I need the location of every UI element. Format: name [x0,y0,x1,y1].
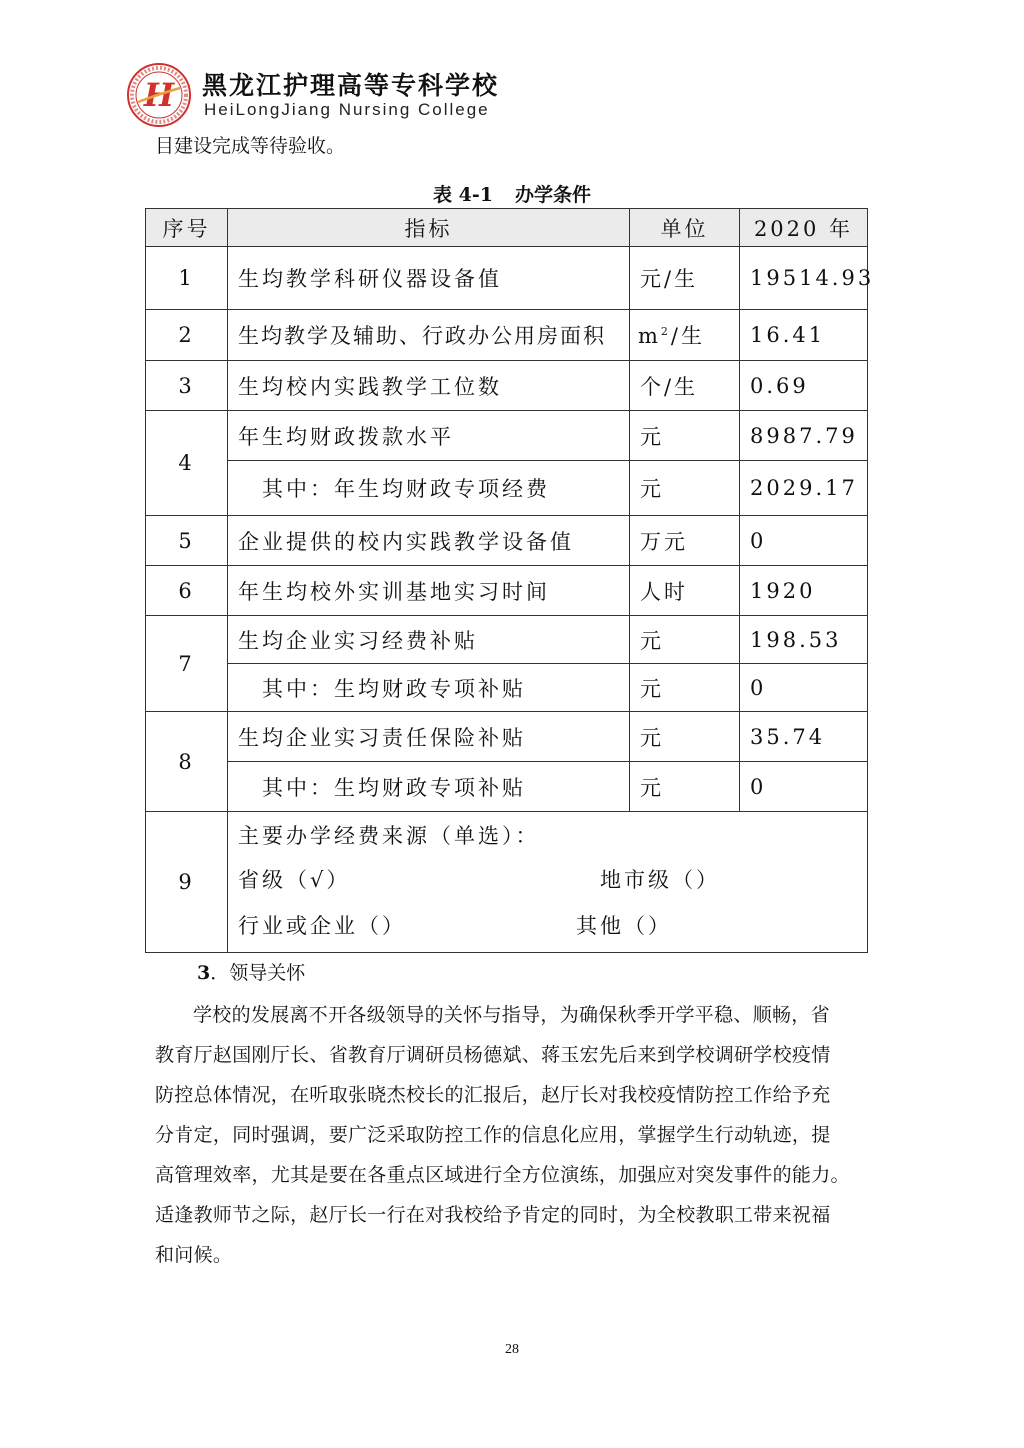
row-no: 6 [146,566,228,616]
paragraph-line: 和问候。 [155,1244,233,1266]
row-value: 1920 [740,566,868,616]
subrow-unit: 元 [630,762,740,812]
row-no: 9 [146,812,228,953]
subrow-unit: 元 [630,664,740,712]
table-row [146,516,868,566]
funding-option-other: 其他（） [576,914,672,938]
paragraph-line: 高管理效率，尤其是要在各重点区域进行全方位演练，加强应对突发事件的能力。 [155,1164,850,1186]
table-row [146,361,868,411]
row-unit: 万元 [630,516,740,566]
row-unit: 元/生 [630,247,740,310]
section-number: 3 [197,962,211,984]
unit-base: m [638,324,661,348]
section-title: ．领导关怀 [210,962,306,984]
paragraph-line: 分肯定，同时强调，要广泛采取防控工作的信息化应用，掌握学生行动轨迹，提 [155,1124,831,1146]
table-caption-number: 表 4-1 [433,184,493,206]
continuation-text: 目建设完成等待验收。 [155,135,346,157]
row-indicator: 生均企业实习责任保险补贴 [228,712,630,762]
table-subrow [146,664,868,712]
row-no: 8 [146,712,228,812]
unit-superscript: 2 [660,325,671,338]
row-indicator: 年生均校外实训基地实习时间 [228,566,630,616]
funding-option-industry: 行业或企业（） [238,914,406,938]
row-indicator: 生均教学科研仪器设备值 [228,247,630,310]
row-value: 0.69 [740,361,868,411]
row-no: 1 [146,247,228,310]
funding-option-municipal: 地市级（） [600,868,720,892]
subrow-indicator: 其中：年生均财政专项经费 [228,461,630,516]
school-name-english: HeiLongJiang Nursing College [204,100,490,119]
row-no: 4 [146,411,228,516]
row-indicator: 年生均财政拨款水平 [228,411,630,461]
row-value: 35.74 [740,712,868,762]
funding-option-provincial: 省级（√） [238,868,351,892]
paragraph-line: 学校的发展离不开各级领导的关怀与指导，为确保秋季开学平稳、顺畅，省 [193,1004,830,1026]
table-row [146,566,868,616]
row-no: 5 [146,516,228,566]
table-subrow [146,762,868,812]
table-row [146,411,868,461]
subrow-unit: 元 [630,461,740,516]
row-indicator: 生均企业实习经费补贴 [228,616,630,664]
row-value: 8987.79 [740,411,868,461]
school-name-chinese: 黑龙江护理高等专科学校 [202,71,500,100]
row-no: 3 [146,361,228,411]
table-subrow [146,461,868,516]
row-indicator: 生均校内实践教学工位数 [228,361,630,411]
row-value: 16.41 [740,310,868,361]
header-cell-no: 序号 [146,209,228,247]
row-value: 0 [740,516,868,566]
unit-suffix: /生 [670,324,705,348]
table-row [146,310,868,361]
table-row [146,616,868,664]
row-unit: 元 [630,616,740,664]
table-row-funding [146,812,868,953]
document-header [126,62,646,128]
row-unit: 人时 [630,566,740,616]
row-indicator: 生均教学及辅助、行政办公用房面积 [228,310,630,361]
table-caption-title: 办学条件 [514,184,591,206]
table-header-row [146,209,868,247]
header-cell-unit: 单位 [630,209,740,247]
row-no: 7 [146,616,228,712]
row-unit [630,310,740,361]
table-caption [0,180,1024,207]
section-heading [197,958,305,985]
subrow-indicator: 其中：生均财政专项补贴 [228,762,630,812]
college-logo-icon [126,62,192,128]
subrow-value: 0 [740,762,868,812]
header-cell-indicator: 指标 [228,209,630,247]
funding-source-cell [228,812,868,953]
school-conditions-table [145,208,875,953]
funding-source-title: 主要办学经费来源（单选）： [238,824,540,848]
table-row [146,712,868,762]
table-row [146,247,868,310]
subrow-value: 0 [740,664,868,712]
row-value: 198.53 [740,616,868,664]
row-indicator: 企业提供的校内实践教学设备值 [228,516,630,566]
paragraph-line: 防控总体情况，在听取张晓杰校长的汇报后，赵厅长对我校疫情防控工作给予充 [155,1084,831,1106]
section-paragraph [155,995,880,1275]
header-cell-year: 2020 年 [740,209,868,247]
logo-letter: H [143,76,175,114]
row-unit: 个/生 [630,361,740,411]
paragraph-line: 适逢教师节之际，赵厅长一行在对我校给予肯定的同时，为全校教职工带来祝福 [155,1204,831,1226]
row-unit: 元 [630,411,740,461]
page-number: 28 [505,1342,519,1357]
row-value: 19514.93 [740,247,868,310]
paragraph-line: 教育厅赵国刚厅长、省教育厅调研员杨德斌、蒋玉宏先后来到学校调研学校疫情 [155,1044,831,1066]
row-no: 2 [146,310,228,361]
row-unit: 元 [630,712,740,762]
subrow-indicator: 其中：生均财政专项补贴 [228,664,630,712]
subrow-value: 2029.17 [740,461,868,516]
